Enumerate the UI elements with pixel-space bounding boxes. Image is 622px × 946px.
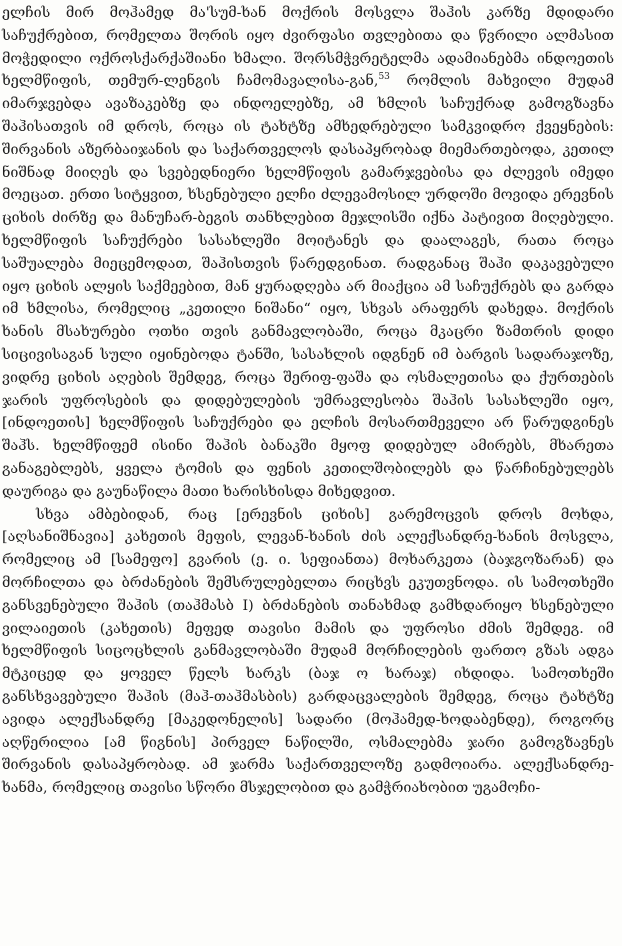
paragraph-2: სხვა ამბებიდან, რაც [ერევნის ციხის] გარემოცვის დროს მოხდა, [აღსანიშნავია] კახეთის მეფის, ლევან-ხანის ძის ალექსანდრე-ხანის მოსვლა, რომელიც ამ [სამეფო] გვარის (ე. ი. სეფიანთა) მოხარკეთა (ბაჯგოზარან) და მორჩილთა და ბრძანების შემსრულებელთა რიცხვს ეკუთვნოდა. ის სამოთხეში განსვენებული შაჰის (თაჰმასბ I) ბრძანების თანახმად გამხდარიყო ხსენებული ვილაიეთის (კახეთის) მეფედ თავისი მამის და უფროსი ძმის შემდეგ. იმ ხელმწიფის სიცოცხლის განმავლობაში მუდამ მორჩილების ფართო გზას ადგა მტკიცედ და ყოველ წელს ხარკს (ბაჯ ო ხარაჯ) იხდიდა. სამოთხეში განსხვავებული შაჰის (მაჰ-თაჰმასბის) გარდაცვალების შემდეგ, როცა ტახტზე ავიდა ალექსანდრე [მაკედონელის] სადარი (მოჰამედ-ხოდაბენდე), როგორც აღწერილია [ამ წიგნის] პირველ ნაწილში, ოსმალებმა ჯარი გამოგზავნეს შირვანის დასაპყრობად. ამ ჯარმა საქართველოზე გადმოიარა. ალექსანდრე-ხანმა, რომელიც თავისი სწორი მსჯელობით და გამჭრიახობით უგამოჩი- [2,506,614,797]
paragraph-1-text-a: ელჩის მირ მოჰამედ მა'სუმ-ხან მოქრის მოსვლა შაჰის კარზე მდიდარი საჩუქრებით, რომელთა შორის იყო ძვირფასი თვლებითა და წვრილი ალმასით მოჭედილი ოქროსქარქაშიანი ხმალი. შორსმჭვრეტელმა ადამიანებმა ინდოეთის ხელმწიფის, თემურ-ლენგის ჩამომავალისა-გან, [2,5,614,90]
text-body [2,2,614,800]
paragraph-1-text-b: რომლის მახვილი მუდამ იმარჯვებდა ავაზაკებზე და ინდოელებზე, ამ ხმლის საჩუქრად გამოგზავნა შაჰისათვის იმ დროს, როცა ის ტახტზე ამხედრებული სამკვიდრო ქვეყნების: შირვანის აზერბაიჯანის და საქართველოს დასაპყრობად მიემართებოდა, კეთილ ნიშნად მიიღეს და სვებედნიერი ხელმწიფის გამარჯვებისა და ძლევის იმედი მოეცათ. ერთი სიტყვით, ხსენებული ელჩი ძლევამოსილ ურდოში მოვიდა ერევნის ციხის ძირზე და მანუჩარ-ბეგის თანხლებით მეჯლისში იქნა პატივით მიღებული. ხელმწიფის საჩუქრები სასახლეში მოიტანეს და დაალაგეს, რათა როცა საშუალება მიეცემოდათ, შაჰისთვის წარედგინათ. რადგანაც შაჰი დაკავებული იყო ციხის ალყის საქმეებით, მან ყურადღება არ მიაქცია ამ საჩუქრებს და გარდა იმ ხმლისა, რომელიც „კეთილი ნიშანი“ იყო, სხვას არაფერს დახედა. მოქრის ხანის მსახურები ოთხი თვის განმავლობაში, როცა მკაცრი ზამთრის დიდი სიცივისაგან სული იყინებოდა ტანში, სასახლის იდგნენ იმ ბარგის სადარაჯოზე, ვიდრე ციხის აღების შემდეგ, როცა შერიფ-ფაშა და ოსმალეთისა და ქურთების ჯარის უფროსების და დიდებულების უმრავლესობა შაჰის სასახლეში იყო, [ინდოეთის] ხელმწიფის საჩუქრები და ელჩის მოსართმეველი არ წარუდგინეს შაჰს. ხელმწიფემ ისინი შაჰის ბანაკში მყოფ დიდებულ ამირებს, მხარეთა განაგებლებს, ყველა ტომის და ფენის კეთილშობილებს და წარჩინებულებს დაურიგა და გაუნაწილა მათი ხარისხისდა მიხედვით. [2,73,615,500]
footnote-ref: 53 [378,72,390,83]
paragraph-1 [2,2,614,504]
